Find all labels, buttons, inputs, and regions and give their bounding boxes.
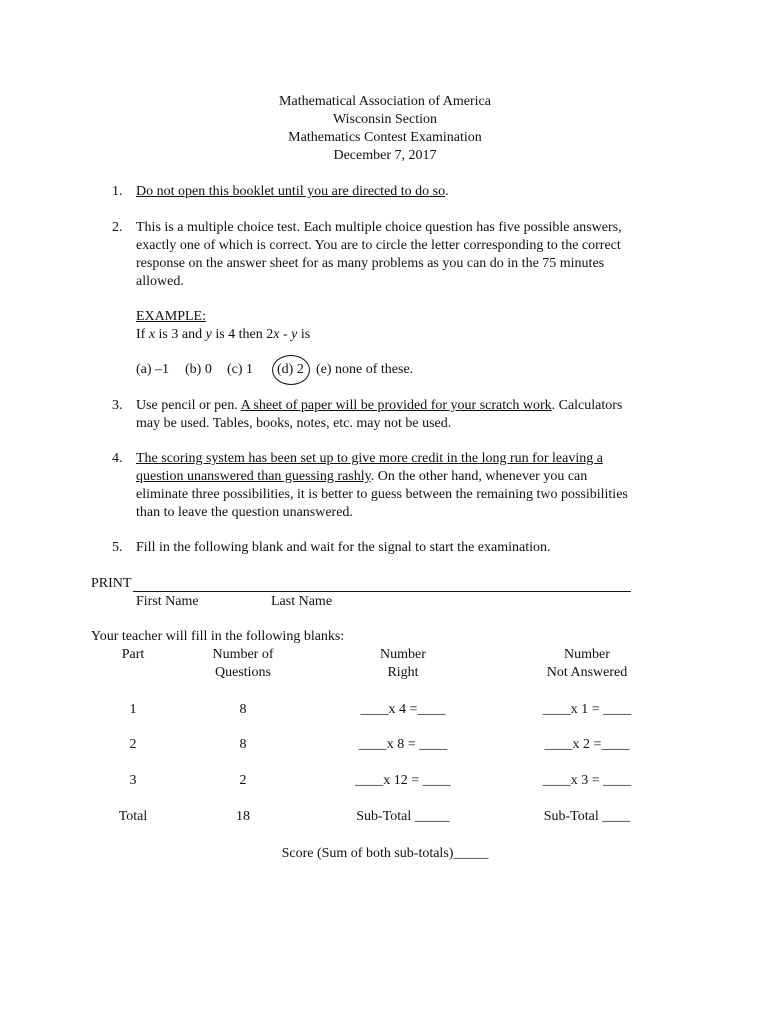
header-number-not: Number: [564, 647, 610, 662]
row-questions: 2: [239, 773, 247, 788]
instruction-2-line: response on the answer sheet for as many problems as you can do in the 75 minutes: [136, 256, 605, 271]
instruction-2-line: allowed.: [136, 274, 184, 289]
first-name-label: First Name: [136, 594, 199, 609]
instruction-5: Fill in the following blank and wait for the signal to start the examination.: [136, 540, 551, 555]
item-number-1: 1.: [112, 184, 123, 199]
header-part: Part: [121, 647, 145, 662]
header-questions: Questions: [215, 665, 271, 680]
header-organization: Mathematical Association of America: [279, 94, 491, 109]
example-choice-c: (c) 1: [227, 362, 254, 377]
print-label: PRINT: [91, 576, 132, 591]
header-date: December 7, 2017: [333, 148, 437, 163]
row-right-blank[interactable]: ____x 8 = ____: [358, 737, 448, 752]
row-not-answered-blank[interactable]: ____x 1 = ____: [542, 702, 632, 717]
item-number-2: 2.: [112, 220, 123, 235]
subtotal-right-blank[interactable]: Sub-Total _____: [356, 809, 450, 824]
example-choice-d: (d) 2: [277, 362, 304, 377]
instruction-4: The scoring system has been set up to give more credit in the long run for leaving a question unanswered than guessing rashly. On the other hand, whenever you can eliminate three possibilities, it is better to guess between the remaining two possibilities than to leave the question unanswered.: [136, 451, 628, 520]
row-part: 1: [129, 702, 137, 717]
row-part: 2: [129, 737, 137, 752]
header-section: Wisconsin Section: [332, 112, 438, 127]
instruction-1: [136, 183, 449, 201]
row-questions: 8: [239, 737, 247, 752]
header-not-answered: Not Answered: [546, 665, 628, 680]
instruction-1-text: Do not open this booklet until you are directed to do so: [136, 184, 446, 199]
instruction-2-line: exactly one of which is correct. You are to circle the letter corresponding to the correct: [136, 238, 621, 253]
example-choice-e: (e) none of these.: [316, 362, 414, 377]
instruction-1-period: .: [445, 184, 449, 199]
header-exam-title: Mathematics Contest Examination: [288, 130, 482, 145]
example-question: If x is 3 and y is 4 then 2x - y is: [136, 327, 311, 342]
instruction-2: [136, 219, 622, 291]
exam-header: [0, 93, 770, 165]
total-label: Total: [118, 809, 148, 824]
scoring-intro: Your teacher will fill in the following blanks:: [91, 629, 345, 644]
row-not-answered-blank[interactable]: ____x 2 =____: [544, 737, 630, 752]
item-number-3: 3.: [112, 398, 123, 413]
row-questions: 8: [239, 702, 247, 717]
score-blank[interactable]: Score (Sum of both sub-totals)_____: [281, 846, 489, 861]
subtotal-not-answered-blank[interactable]: Sub-Total ____: [543, 809, 631, 824]
header-number-of: Number of: [212, 647, 274, 662]
print-name-line[interactable]: [133, 591, 631, 592]
item-number-4: 4.: [112, 451, 123, 466]
instruction-3: Use pencil or pen. A sheet of paper will be provided for your scratch work. Calculators may be used. Tables, books, notes, etc. may not be used.: [136, 398, 623, 431]
total-questions: 18: [236, 809, 250, 824]
example-choice-a: (a) –1: [136, 362, 170, 377]
row-right-blank[interactable]: ____x 4 =____: [360, 702, 446, 717]
row-right-blank[interactable]: ____x 12 = ____: [355, 773, 451, 788]
instruction-2-line: This is a multiple choice test. Each multiple choice question has five possible answers,: [136, 220, 622, 235]
header-number-right: Number: [380, 647, 426, 662]
item-number-5: 5.: [112, 540, 123, 555]
row-not-answered-blank[interactable]: ____x 3 = ____: [542, 773, 632, 788]
example-label: EXAMPLE:: [136, 309, 206, 324]
example-choice-b: (b) 0: [185, 362, 212, 377]
header-right: Right: [387, 665, 419, 680]
instruction-3-underlined: A sheet of paper will be provided for your scratch work: [240, 398, 552, 413]
row-part: 3: [129, 773, 137, 788]
last-name-label: Last Name: [271, 594, 333, 609]
